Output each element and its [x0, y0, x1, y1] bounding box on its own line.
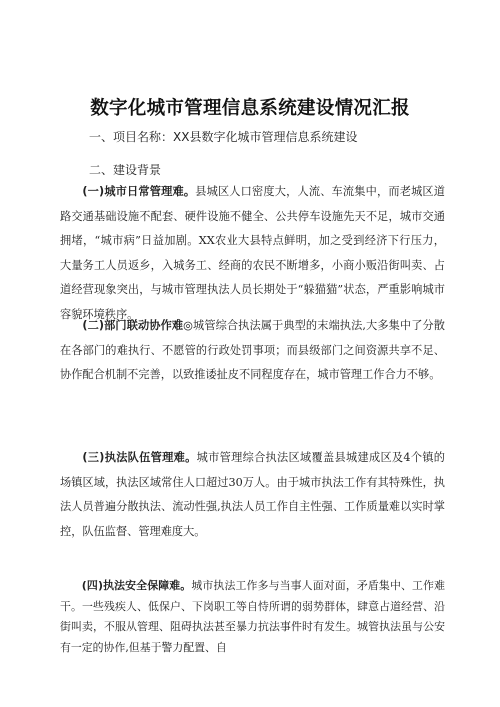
paragraph-body: 城市管理综合执法区域覆盖县城建成区及4个镇的场镇区域，执法区域常住人口超过30万人。由于城市执法工作有其特殊性，执法人员普遍分散执法、流动性强,执法人员工作自主性强、工作质量难以实时掌控，队伍监督、管理难度大。	[60, 451, 445, 538]
paragraph-department-coordination	[60, 314, 445, 388]
section-background: 二、建设背景	[89, 163, 162, 177]
paragraph-body: 城市执法工作多与当事人面对面，矛盾集中、工作难干。一些残疾人、低保户、下岗职工等自恃所谓的弱势群体，肆意占道经营、沿街叫卖，不服从管理、阻碍执法甚至暴力抗法事件时有发生。城管执法虽与公安有一定的协作,但基于警力配置、自	[60, 579, 445, 654]
paragraph-body: 县城区人口密度大，人流、车流集中，而老城区道路交通基础设施不配套、硬件设施不健全、公共停车设施先天不足，城市交通拥堵，“城市病”日益加剧。XX农业大县特点鲜明，加之受到经济下行压力，大量务工人员返乡，入城务工、经商的农民不断增多，小商小贩沿街叫卖、占道经营现象突出，与城市管理执法人员长期处于“躲猫猫”状态，严重影响城市容貌环境秩序。	[60, 185, 445, 321]
paragraph-heading: (三)执法队伍管理难。	[82, 451, 197, 464]
paragraph-daily-management	[60, 180, 445, 327]
paragraph-heading: (四)执法安全保障难。	[81, 579, 192, 592]
paragraph-safety-guarantee	[60, 576, 445, 658]
section-project-name: 一、项目名称：XX县数字化城市管理信息系统建设	[89, 130, 358, 144]
paragraph-heading: (二)部门联动协作难	[82, 319, 184, 332]
document-title: 数字化城市管理信息系统建设情况汇报	[90, 98, 410, 119]
paragraph-body: ◎城管综合执法属于典型的末端执法,大多集中了分散在各部门的难执行、不愿管的行政处罚事项；而县级部门之间资源共享不足、协作配合机制不完善，以致推诿扯皮不同程度存在，城市管理工作合力不够。	[60, 319, 445, 381]
paragraph-heading: (一)城市日常管理难。	[82, 185, 196, 198]
paragraph-team-management	[60, 446, 445, 544]
